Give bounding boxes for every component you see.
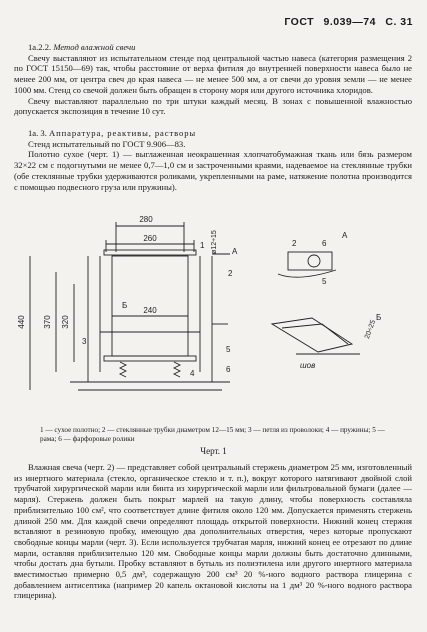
dim-label: 20÷25 [363,319,378,340]
dim-label: ø12÷15 [211,230,218,254]
dim-label: 260 [143,234,157,243]
paragraph: Свечу выставляют из испытательном стенде под центральной частью навеса (категория размещения 2 по ГОСТ 15150—69) так, чтобы расстояние от верха фитиля до внутренней поверхности навеса было не менее 200 мм, от центра свеч до края навеса — не менее 500 мм, а от свечи до уровня земли — не менее 1000 мм. Стенд со свечой должен быть обращен в сторону моря или другого источника хлоридов. [14,52,412,95]
section-letter: А [342,231,348,240]
seam-label: шов [300,361,316,370]
callout-number: 2 [228,269,233,278]
callout-number: 5 [322,277,327,286]
figure-1-title: Черт. 1 [200,446,227,456]
section-1a22 [14,42,412,117]
section-1a3 [14,128,412,192]
paragraph: Свечу выставляют параллельно по три штуки каждый месяц. В зонах с повышенной влажностью допускается экспозиция в течение 10 сут. [14,95,412,117]
dim-label: 370 [43,315,52,329]
callout-number: 2 [292,239,297,248]
page-header [278,16,413,28]
section-wet-candle [14,462,412,601]
callout-number: 3 [82,337,87,346]
section-heading: 1а.2.2. Метод влажной свечи [28,42,136,52]
paragraph: Полотно сухое (черт. 1) — выглаженная неокрашенная хлопчатобумажная ткань или бязь размером 32×22 см с подогнутыми не менее 0,7—1,0 см и застроченными краями, надеваемое на стеклянные трубки (обе стеклянные трубки удерживаются роликами, укрепленными на раме, натяжение полотна производится с помощью подвесного груза или пружины). [14,149,412,192]
section-heading: 1а. 3. Аппаратура, реактивы, растворы [28,128,197,138]
dim-label: 440 [17,315,26,329]
section-letter: А [232,247,238,256]
callout-number: 1 [200,241,205,250]
figure-1-drawing [0,212,427,422]
header-page: С. 31 [385,16,413,28]
dim-label: 280 [139,215,153,224]
callout-number: 4 [190,369,195,378]
paragraph: Влажная свеча (черт. 2) — представляет собой центральный стержень диаметром 25 мм, изготовленный из инертного материала (стекло, органическое стекло и т. п.), вокруг которого натягивают двойной слой трубчатой хирургической марли или бинта из хирургической марли или фильтровальной бумаги (далее — марля). Стержень должен быть покрыт марлей на такую длину, чтобы поверхность составляла приблизительно 100 см², что соответствует длине фитиля около 120 мм. Допускается применять стержень длиной 250 мм. Для каждой свечи определяют площадь открытой поверхности. Нижний конец стержня вставляют в резиновую пробку, имеющую два дополнительных отверстия, через которые пропускают свободные концы марли (черт. 3). Если используется трубчатая марля, нижний конец ее отрезают по длине марли, оставляя приблизительно 120 мм. Свободные концы марли должны быть достаточно длинными, чтобы достать дна бутыли. Пробку вставляют в бутыль из полиэтилена или другого инертного материала вместимостью примерно 0,5 дм³, содержащую 200 см³ 20 %-ного водного раствора глицерина с добавлением антисептика (например 20 капель октановой кислоты на 1 дм³ 20 %-ного водного раствора глицерина). [14,462,412,601]
dim-label: 320 [61,315,70,329]
paragraph: Стенд испытательный по ГОСТ 9.906—83. [28,138,186,149]
dim-label: 240 [143,306,157,315]
callout-number: 6 [322,239,327,248]
callout-number: 6 [226,365,231,374]
figure-1-caption: 1 — сухое полотно; 2 — стеклянные трубки диаметром 12—15 мм; 3 — петля из проволоки; 4 — пружины; 5 — рама; 6 — фарфоровые ролики [40,426,385,443]
header-number: 9.039—74 [323,16,376,28]
section-letter: Б [376,313,382,322]
header-standard: ГОСТ [284,16,315,28]
callout-number: 5 [226,345,231,354]
section-letter: Б [122,301,128,310]
